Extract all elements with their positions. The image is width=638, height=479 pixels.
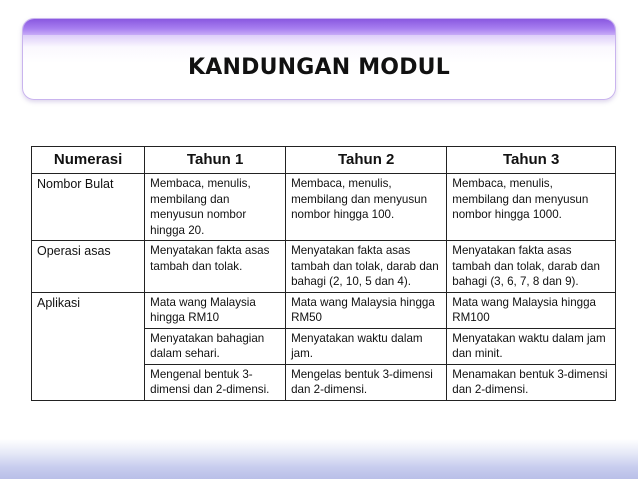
table-cell: Membaca, menulis, membilang dan menyusun nombor hingga 1000. [447, 174, 616, 241]
header-tahun-1: Tahun 1 [145, 147, 286, 174]
table-cell: Mengelas bentuk 3-dimensi dan 2-dimensi. [286, 364, 447, 400]
table-cell: Menyatakan bahagian dalam sehari. [145, 328, 286, 364]
table-cell: Membaca, menulis, membilang dan menyusun nombor hingga 20. [145, 174, 286, 241]
table-cell: Mengenal bentuk 3-dimensi dan 2-dimensi. [145, 364, 286, 400]
table-cell: Membaca, menulis, membilang dan menyusun nombor hingga 100. [286, 174, 447, 241]
table-cell: Menyatakan fakta asas tambah dan tolak, darab dan bahagi (3, 6, 7, 8 dan 9). [447, 241, 616, 293]
module-content-table [31, 146, 616, 401]
table-cell: Mata wang Malaysia hingga RM100 [447, 292, 616, 328]
table-cell: Menyatakan waktu dalam jam. [286, 328, 447, 364]
table-header-row [32, 147, 616, 174]
title-banner [22, 18, 616, 100]
table-cell: Mata wang Malaysia hingga RM10 [145, 292, 286, 328]
table-cell: Mata wang Malaysia hingga RM50 [286, 292, 447, 328]
row-label-nombor-bulat: Nombor Bulat [32, 174, 145, 241]
table-row-operasi-asas [32, 241, 616, 293]
table-row-aplikasi-mata-wang [32, 292, 616, 328]
row-label-aplikasi: Aplikasi [32, 292, 145, 400]
table-cell: Menamakan bentuk 3-dimensi dan 2-dimensi. [447, 364, 616, 400]
header-tahun-3: Tahun 3 [447, 147, 616, 174]
header-tahun-2: Tahun 2 [286, 147, 447, 174]
table-row-nombor-bulat [32, 174, 616, 241]
title-banner-top-bar [23, 19, 615, 35]
page-title: KANDUNGAN MODUL [188, 55, 450, 80]
bottom-gradient-band [0, 439, 638, 479]
table-cell: Menyatakan fakta asas tambah dan tolak, darab dan bahagi (2, 10, 5 dan 4). [286, 241, 447, 293]
table-cell: Menyatakan fakta asas tambah dan tolak. [145, 241, 286, 293]
header-numerasi: Numerasi [32, 147, 145, 174]
title-banner-sheen [23, 35, 615, 47]
table-cell: Menyatakan waktu dalam jam dan minit. [447, 328, 616, 364]
row-label-operasi-asas: Operasi asas [32, 241, 145, 293]
